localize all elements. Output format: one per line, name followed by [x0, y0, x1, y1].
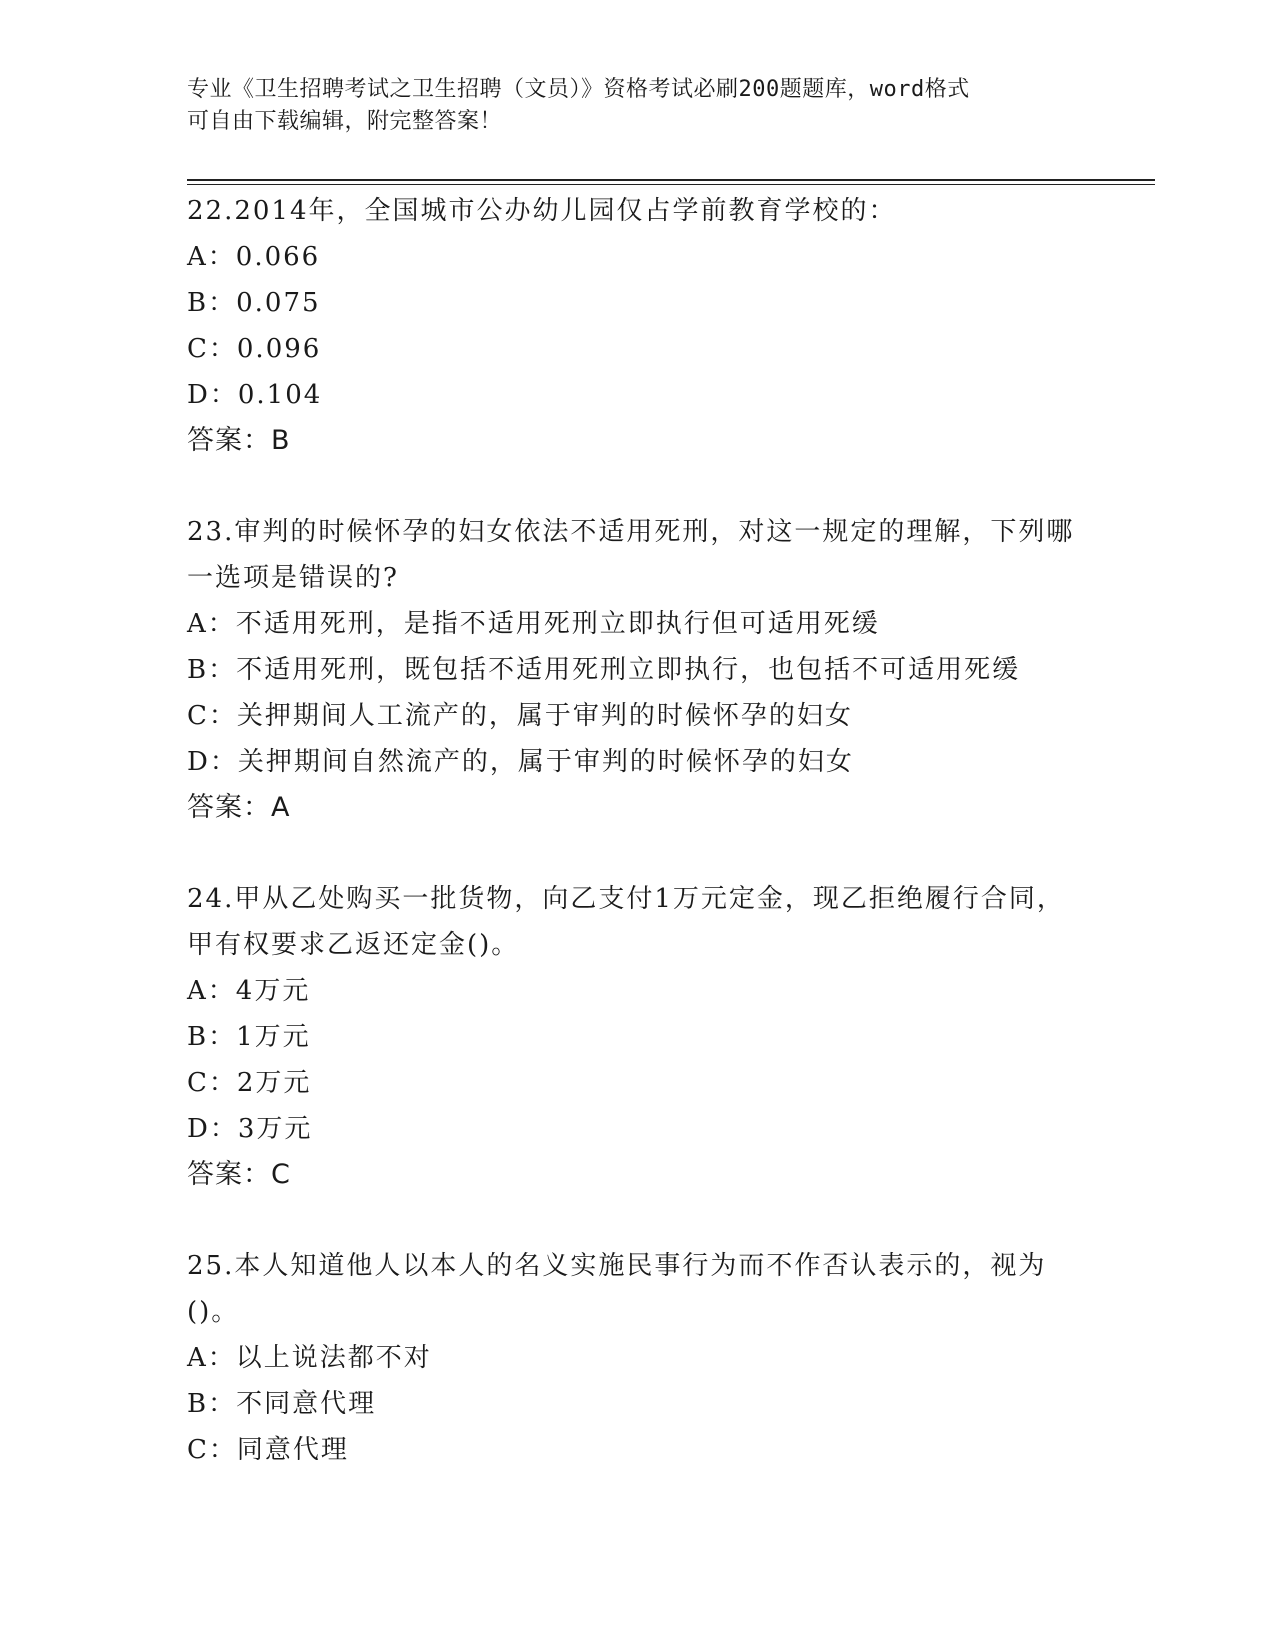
- question-25: [187, 1243, 1087, 1473]
- option-b: B：1万元: [187, 1022, 311, 1052]
- question-stem: 24.甲从乙处购买一批货物，向乙支付1万元定金，现乙拒绝履行合同，甲有权要求乙返还定金()。: [187, 884, 1065, 960]
- option-d: D：关押期间自然流产的，属于审判的时候怀孕的妇女: [187, 747, 854, 777]
- question-stem: 25.本人知道他人以本人的名义实施民事行为而不作否认表示的，视为()。: [187, 1251, 1047, 1327]
- question-23: [187, 509, 1087, 831]
- header-divider-thick: [187, 179, 1155, 181]
- question-stem: 22.2014年，全国城市公办幼儿园仅占学前教育学校的：: [187, 196, 897, 226]
- option-a: A：不适用死刑，是指不适用死刑立即执行但可适用死缓: [187, 609, 880, 639]
- answer-line: 答案：A: [187, 792, 291, 823]
- option-c: C：0.096: [187, 334, 322, 364]
- option-b: B：不同意代理: [187, 1389, 377, 1419]
- option-c: C：2万元: [187, 1068, 312, 1098]
- option-a: A：以上说法都不对: [187, 1343, 432, 1373]
- header-divider-thin: [187, 184, 1155, 185]
- answer-line: 答案：B: [187, 425, 291, 456]
- question-list: [187, 188, 1087, 1518]
- question-24: [187, 876, 1087, 1198]
- option-b: B：0.075: [187, 288, 321, 318]
- option-b: B：不适用死刑，既包括不适用死刑立即执行，也包括不可适用死缓: [187, 655, 1021, 685]
- option-a: A：0.066: [187, 242, 321, 272]
- option-c: C：同意代理: [187, 1435, 349, 1465]
- option-c: C：关押期间人工流产的，属于审判的时候怀孕的妇女: [187, 701, 853, 731]
- header-line-1: 专业《卫生招聘考试之卫生招聘（文员）》资格考试必刷200题题库，word格式: [187, 77, 970, 102]
- answer-line: 答案：C: [187, 1159, 291, 1190]
- document-header: [187, 74, 1067, 138]
- option-d: D：0.104: [187, 380, 323, 410]
- question-22: [187, 188, 1087, 464]
- question-stem: 23.审判的时候怀孕的妇女依法不适用死刑，对这一规定的理解，下列哪一选项是错误的?: [187, 517, 1075, 593]
- option-d: D：3万元: [187, 1114, 313, 1144]
- option-a: A：4万元: [187, 976, 311, 1006]
- header-line-2: 可自由下载编辑，附完整答案！: [187, 109, 503, 134]
